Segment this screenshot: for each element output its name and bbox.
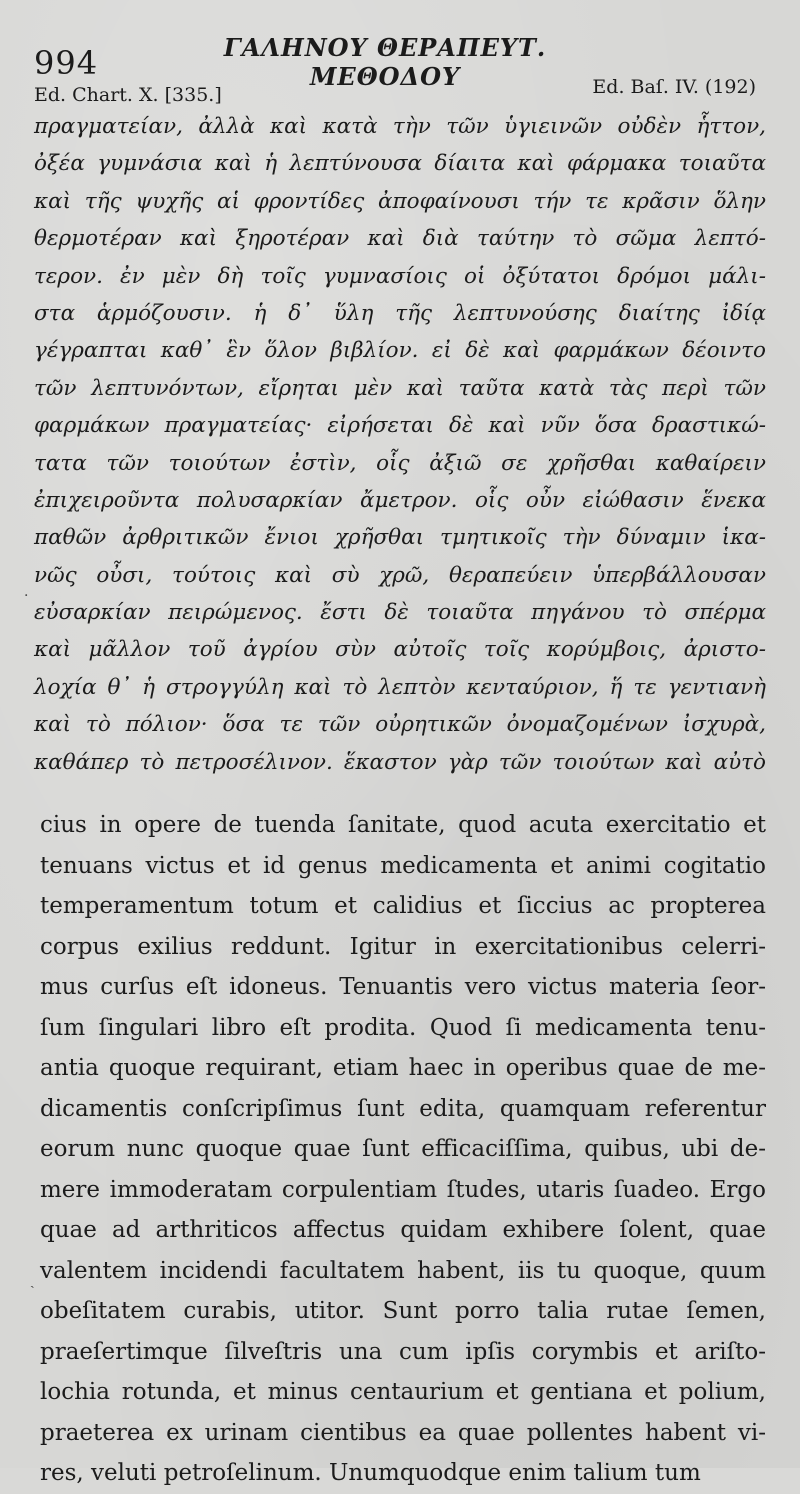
greek-text-line: τατα τῶν τοιούτων ἐστὶν, οἷς ἀξιῶ σε χρῆσθαι καθαίρειν — [34, 450, 766, 476]
greek-text-line: παθῶν ἀρθριτικῶν ἔνιοι χρῆσθαι τμητικοῖς τὴν δύναμιν ἱκα- — [34, 525, 766, 551]
latin-text-block — [40, 805, 766, 1494]
greek-text-line: καὶ μᾶλλον τοῦ ἀγρίου σὺν αὐτοῖς τοῖς κορύμβοις, ἀριστο- — [34, 637, 766, 663]
latin-text-line: antia quoque requirant, etiam haec in operibus quae de me- — [40, 1055, 766, 1081]
greek-text-line: φαρμάκων πραγματείας· εἰρήσεται δὲ καὶ νῦν ὅσα δραστικώ- — [34, 413, 766, 439]
latin-text-line: dicamentis conſcripſimus ſunt edita, quamquam referentur — [40, 1095, 766, 1122]
greek-text-line: γέγραπται καθ᾽ ἓν ὅλον βιβλίον. εἰ δὲ καὶ φαρμάκων δέοιντο — [34, 338, 766, 364]
latin-text-line: praeſertimque ſilveſtris una cum ipſis corymbis et ariſto- — [40, 1338, 766, 1365]
margin-mark: ˎ — [30, 1273, 35, 1289]
edition-reference-left: Ed. Chart. X. [335.] — [34, 84, 222, 106]
latin-text-line: mus curſus eſt idoneus. Tenuantis vero victus materia ſeor- — [40, 974, 766, 1000]
greek-text-line: νῶς οὖσι, τούτοις καὶ σὺ χρῶ, θεραπεύειν ὑπερβάλλουσαν — [34, 562, 766, 588]
greek-text-line: τῶν λεπτυνόντων, εἴρηται μὲν καὶ ταῦτα κατὰ τὰς περὶ τῶν — [34, 375, 766, 401]
greek-text-line: πραγματείαν, ἀλλὰ καὶ κατὰ τὴν τῶν ὑγιεινῶν οὐδὲν ἧττον, — [34, 114, 766, 139]
page-number: 994 — [34, 44, 99, 82]
latin-text-line: quae ad arthriticos affectus quidam exhibere ſolent, quae — [40, 1217, 766, 1243]
latin-text-line: valentem incidendi facultatem habent, iis tu quoque, quum — [40, 1257, 766, 1284]
latin-text-line: praeterea ex urinam cientibus ea quae pollentes habent vi- — [40, 1419, 766, 1446]
latin-text-line: eorum nunc quoque quae ſunt efficaciſſima, quibus, ubi de- — [40, 1136, 766, 1162]
greek-text-line: στα ἁρμόζουσιν. ἡ δ᾽ ὕλη τῆς λεπτυνούσης διαίτης ἰδίᾳ — [34, 300, 766, 326]
latin-text-line: mere immoderatam corpulentiam ſtudes, utaris ſuadeo. Ergo — [40, 1176, 766, 1203]
greek-text-line: εὐσαρκίαν πειρώμενος. ἔστι δὲ τοιαῦτα πηγάνου τὸ σπέρμα — [34, 600, 766, 626]
greek-text-line: τερον. ἐν μὲν δὴ τοῖς γυμνασίοις οἱ ὀξύτατοι δρόμοι μάλι- — [34, 263, 766, 289]
greek-text-line: καθάπερ τὸ πετροσέλινον. ἕκαστον γὰρ τῶν τοιούτων καὶ αὐτὸ — [34, 749, 766, 775]
greek-text-line: καὶ τῆς ψυχῆς αἱ φροντίδες ἀποφαίνουσι τήν τε κρᾶσιν ὅλην — [34, 188, 766, 214]
greek-text-line: λοχία θ᾽ ἡ στρογγύλη καὶ τὸ λεπτὸν κενταύριον, ἥ τε γεντιανὴ — [34, 674, 766, 700]
greek-text-line: ὀξέα γυμνάσια καὶ ἡ λεπτύνουσα δίαιτα καὶ φάρμακα τοιαῦτα — [34, 151, 766, 177]
greek-text-line: καὶ τὸ πόλιον· ὅσα τε τῶν οὐρητικῶν ὀνομαζομένων ἰσχυρὰ, — [34, 712, 766, 738]
running-head: ΓΑΛΗΝΟΥ ΘΕΡΑΠΕΥΤ. ΜΕΘΟΔΟΥ — [223, 33, 547, 91]
latin-text-line: tenuans victus et id genus medicamenta et animi cogitatio — [40, 852, 766, 879]
edition-reference-right: Ed. Baſ. IV. (192) — [592, 76, 756, 98]
greek-text-line: ἐπιχειροῦντα πολυσαρκίαν ἄμετρον. οἷς οὖν εἰώθασιν ἕνεκα — [34, 487, 766, 513]
latin-text-line: res, veluti petroſelinum. Unumquodque enim talium tum — [40, 1460, 701, 1486]
margin-mark: · — [24, 588, 29, 604]
latin-text-line: lochia rotunda, et minus centaurium et gentiana et polium, — [40, 1379, 766, 1405]
greek-text-block — [34, 108, 766, 781]
latin-text-line: obeſitatem curabis, utitor. Sunt porro talia rutae ſemen, — [40, 1298, 766, 1324]
latin-text-line: ſum ſingulari libro eſt prodita. Quod ſi medicamenta tenu- — [40, 1014, 766, 1041]
latin-text-line: temperamentum totum et calidius et ſiccius ac propterea — [40, 893, 766, 919]
greek-text-line: θερμοτέραν καὶ ξηροτέραν καὶ διὰ ταύτην τὸ σῶμα λεπτό- — [34, 226, 766, 252]
latin-text-line: cius in opere de tuenda ſanitate, quod acuta exercitatio et — [40, 812, 766, 838]
latin-text-line: corpus exilius reddunt. Igitur in exercitationibus celerri- — [40, 933, 766, 960]
